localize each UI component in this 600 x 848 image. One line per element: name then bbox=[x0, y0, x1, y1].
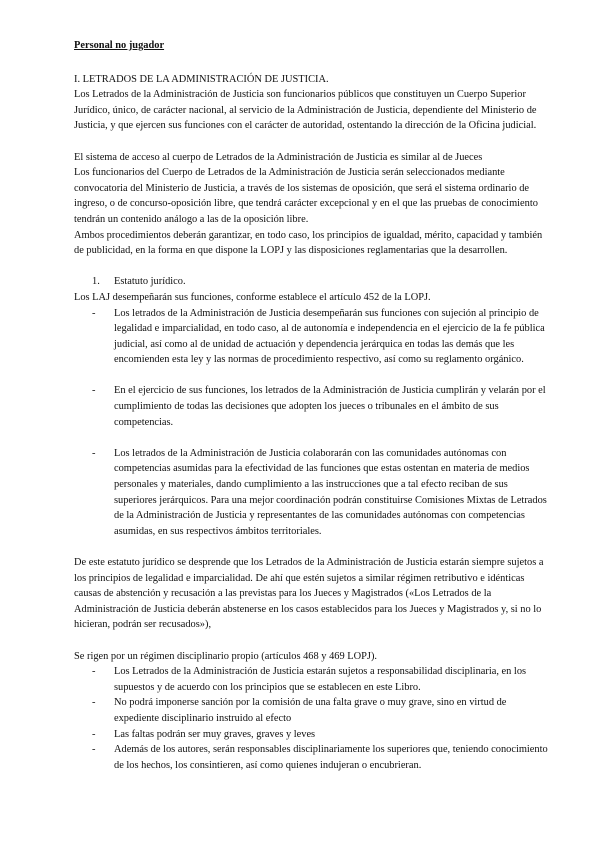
list-number: 1. bbox=[92, 276, 100, 288]
access-paragraph-2: Los funcionarios del Cuerpo de Letrados de la Administración de Justicia serán seleccionados mediante convocatoria del Ministerio de Justicia, a través de los sistemas de oposición, que será el sistema ordinario de ingreso, o de concurso-oposición libre, que tendrá carácter excepcional y en el que las pruebas de conocimiento tendrán un contenido análogo a las de la oposición libre. bbox=[74, 167, 538, 225]
access-paragraph-3: Ambos procedimientos deberán garantizar, en todo caso, los principios de igualdad, mérito, capacidad y también de publicidad, en la forma en que dispone la LOPJ y las disposiciones reglamentarias que la desarrollen. bbox=[74, 229, 543, 257]
numbered-heading-label: Estatuto jurídico. bbox=[114, 276, 186, 288]
list-item-text: En el ejercicio de sus funciones, los letrados de la Administración de Justicia cumplirán y velarán por el cumplimiento de todas las decisiones que adopten los jueces o tribunales en el ámbito de sus competencias. bbox=[114, 385, 546, 428]
discipline-intro: Se rigen por un régimen disciplinario propio (artículos 468 y 469 LOPJ). bbox=[74, 650, 378, 662]
list-item bbox=[74, 727, 550, 743]
dash-marker: - bbox=[92, 744, 96, 756]
statute-conclusion: De este estatuto jurídico se desprende que los Letrados de la Administración de Justicia estarán siempre sujetos a los principios de legalidad e imparcialidad. De ahí que estén sujetos a similar régimen retributivo e idénticas causas de abstención y recusación a las previstas para los Jueces y Magistrados («Los Letrados de la Administración de Justicia deberán abstenerse en los casos establecidos para los Jueces y Magistrados y, si no lo hicieran, podrán ser recusados»), bbox=[74, 557, 544, 631]
dash-marker: - bbox=[92, 307, 96, 319]
discipline-bullet-list bbox=[74, 664, 550, 773]
list-item-text: Los letrados de la Administración de Justicia colaborarán con las comunidades autónomas con competencias asumidas para la efectividad de las funciones que estas ostentan en materia de medios personales y materiales, dando cumplimiento a las instrucciones que a tal efecto reciban de sus superiores jerárquicos. Para una mejor coordinación podrán constituirse Comisiones Mixtas de Letrados de la Administración de Justicia y representantes de las comunidades autónomas con competencias asumidas, en sus respectivos ámbitos territoriales. bbox=[114, 447, 547, 537]
statute-bullet-list bbox=[74, 306, 550, 540]
intro-paragraph: Los Letrados de la Administración de Justicia son funcionarios públicos que constituyen un Cuerpo Superior Jurídico, único, de carácter nacional, al servicio de la Administración de Justicia, dependiente del Ministerio de Justicia, y que ejercen sus funciones con el carácter de autoridad, ostentando la dirección de la Oficina judicial. bbox=[74, 89, 537, 132]
list-item bbox=[74, 306, 550, 368]
list-item-text: Además de los autores, serán responsables disciplinariamente los superiores que, teniendo conocimiento de los hechos, los consintieren, así como quienes indujeran o encubrieran. bbox=[114, 744, 548, 771]
spacer bbox=[74, 134, 550, 150]
page-title: Personal no jugador bbox=[74, 40, 165, 51]
numbered-heading bbox=[74, 274, 550, 290]
dash-marker: - bbox=[92, 385, 96, 397]
list-item bbox=[74, 446, 550, 540]
list-item-text: Los Letrados de la Administración de Justicia estarán sujetos a responsabilidad disciplinaria, en los supuestos y de acuerdo con los principios que se establecen en este Libro. bbox=[114, 666, 527, 693]
spacer bbox=[74, 259, 550, 275]
dash-marker: - bbox=[92, 447, 96, 459]
dash-marker: - bbox=[92, 697, 96, 709]
access-paragraph-1: El sistema de acceso al cuerpo de Letrados de la Administración de Justicia es similar al de Jueces bbox=[74, 151, 483, 163]
spacer bbox=[74, 633, 550, 649]
list-item-text: Las faltas podrán ser muy graves, graves y leves bbox=[114, 728, 316, 740]
dash-marker: - bbox=[92, 728, 96, 740]
dash-marker: - bbox=[92, 666, 96, 678]
list-item-text: No podrá imponerse sanción por la comisión de una falta grave o muy grave, sino en virtud de expediente disciplinario instruido al efecto bbox=[114, 697, 507, 724]
list-item bbox=[74, 695, 550, 726]
section-heading: I. LETRADOS DE LA ADMINISTRACIÓN DE JUSTICIA. bbox=[74, 73, 329, 85]
list-item bbox=[74, 664, 550, 695]
list-item bbox=[74, 383, 550, 430]
list-item bbox=[74, 742, 550, 773]
list-item-text: Los letrados de la Administración de Justicia desempeñarán sus funciones con sujeción al principio de legalidad e imparcialidad, en todo caso, al de autonomía e independencia en el ejercicio de la fe pública judicial, así como al de unidad de actuación y dependencia jerárquica en todas las demás que les encomienden esta ley y las normas de procedimiento respectivo, así como su reglamento orgánico. bbox=[114, 307, 545, 366]
statute-intro: Los LAJ desempeñarán sus funciones, conforme establece el artículo 452 de la LOPJ. bbox=[74, 291, 431, 303]
